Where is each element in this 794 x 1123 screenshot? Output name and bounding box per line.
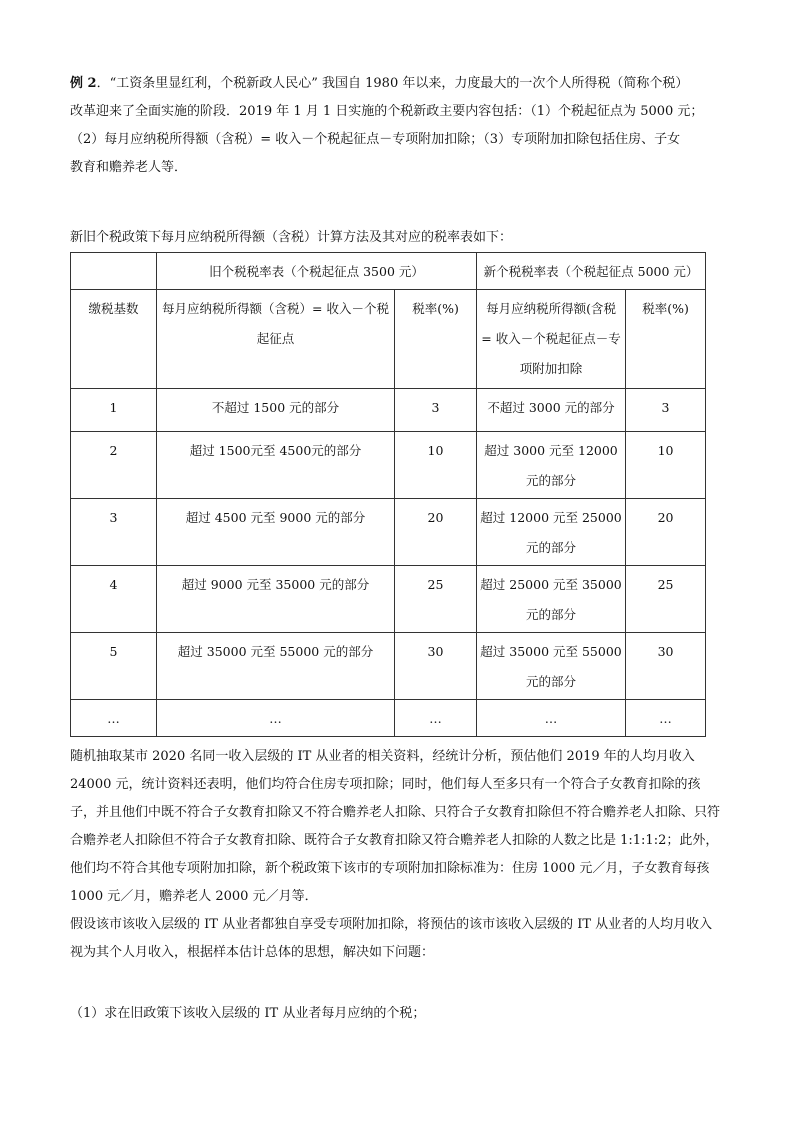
new-rate-cell: 25 (626, 566, 706, 633)
old-rate-cell: 25 (395, 566, 477, 633)
example-line-1: 例 2．“工资条里显红利，个税新政人民心” 我国自 1980 年以来，力度最大的一次个人所得税（简称个税） (70, 76, 689, 91)
table-subheader-row (71, 290, 706, 389)
table-header-row (71, 253, 706, 290)
new-range-cell: 不超过 3000 元的部分 (477, 389, 626, 432)
old-range-cell: 超过 35000 元至 55000 元的部分 (157, 633, 395, 700)
new-table-title: 新个税税率表（个税起征点 5000 元） (477, 253, 706, 290)
base-cell: 1 (71, 389, 157, 432)
old-rate-cell: … (395, 700, 477, 737)
example-line-2: 改革迎来了全面实施的阶段．2019 年 1 月 1 日实施的个税新政主要内容包括：（1）个税起征点为 5000 元； (70, 104, 704, 119)
col-new-rate-header: 税率(%) (626, 290, 706, 389)
col-base-header: 缴税基数 (71, 290, 157, 389)
old-rate-cell: 30 (395, 633, 477, 700)
empty-header-cell (71, 253, 157, 290)
col-old-rate-header: 税率(%) (395, 290, 477, 389)
old-rate-cell: 3 (395, 389, 477, 432)
base-cell: 4 (71, 566, 157, 633)
base-cell: 5 (71, 633, 157, 700)
example-line-3: （2）每月应纳税所得额（含税）= 收入－个税起征点－专项附加扣除；（3）专项附加扣除包括住房、子女 (70, 132, 681, 147)
col-new-income-header: 每月应纳税所得额(含税 = 收入－个税起征点－专项附加扣除 (477, 290, 626, 389)
table-row (71, 700, 706, 737)
table-row (71, 389, 706, 432)
col-old-income-header: 每月应纳税所得额（含税）= 收入－个税起征点 (157, 290, 395, 389)
tax-rate-table (70, 252, 706, 737)
new-range-cell: 超过 25000 元至 35000 元的部分 (477, 566, 626, 633)
base-cell: 3 (71, 499, 157, 566)
table-row (71, 432, 706, 499)
base-cell: … (71, 700, 157, 737)
old-rate-cell: 20 (395, 499, 477, 566)
old-rate-cell: 10 (395, 432, 477, 499)
assumption-paragraph: 假设该市该收入层级的 IT 从业者都独自享受专项附加扣除，将预估的该市该收入层级的 IT 从业者的人均月收入视为其个人月收入，根据样本估计总体的思想，解决如下问题： (70, 917, 713, 960)
table-caption: 新旧个税政策下每月应纳税所得额（含税）计算方法及其对应的税率表如下： (70, 230, 513, 245)
new-range-cell: 超过 12000 元至 25000 元的部分 (477, 499, 626, 566)
example-label: 例 2 (70, 76, 97, 91)
table-row (71, 499, 706, 566)
old-range-cell: 超过 4500 元至 9000 元的部分 (157, 499, 395, 566)
old-range-cell: … (157, 700, 395, 737)
new-rate-cell: 20 (626, 499, 706, 566)
old-range-cell: 超过 1500元至 4500元的部分 (157, 432, 395, 499)
table-row (71, 633, 706, 700)
old-range-cell: 超过 9000 元至 35000 元的部分 (157, 566, 395, 633)
old-range-cell: 不超过 1500 元的部分 (157, 389, 395, 432)
new-rate-cell: 30 (626, 633, 706, 700)
new-rate-cell: … (626, 700, 706, 737)
new-rate-cell: 3 (626, 389, 706, 432)
sample-description-paragraph: 随机抽取某市 2020 名同一收入层级的 IT 从业者的相关资料，经统计分析，预估他们 2019 年的人均月收入 24000 元，统计资料还表明，他们均符合住房专项扣除；同时，他们每人至多只有一个符合子女教育扣除的孩子，并且他们中既不符合子女教育扣除又不符合赡养老人扣除、只符合子女教育扣除但不符合赡养老人扣除、只符合赡养老人扣除但不符合子女教育扣除、既符合子女教育扣除又符合赡养老人扣除的人数之比是 1:1:1:2；此外，他们均不符合其他专项附加扣除，新个税政策下该市的专项附加扣除标准为：住房 1000 元／月，子女教育每孩 1000 元／月，赡养老人 2000 元／月等． (70, 749, 721, 904)
example-intro (70, 70, 720, 182)
question-1: （1）求在旧政策下该收入层级的 IT 从业者每月应纳的个税； (70, 1006, 426, 1021)
old-table-title: 旧个税税率表（个税起征点 3500 元） (157, 253, 477, 290)
new-range-cell: 超过 3000 元至 12000 元的部分 (477, 432, 626, 499)
new-range-cell: 超过 35000 元至 55000 元的部分 (477, 633, 626, 700)
base-cell: 2 (71, 432, 157, 499)
new-range-cell: … (477, 700, 626, 737)
example-line-4: 教育和赡养老人等． (70, 160, 188, 175)
table-row (71, 566, 706, 633)
new-rate-cell: 10 (626, 432, 706, 499)
